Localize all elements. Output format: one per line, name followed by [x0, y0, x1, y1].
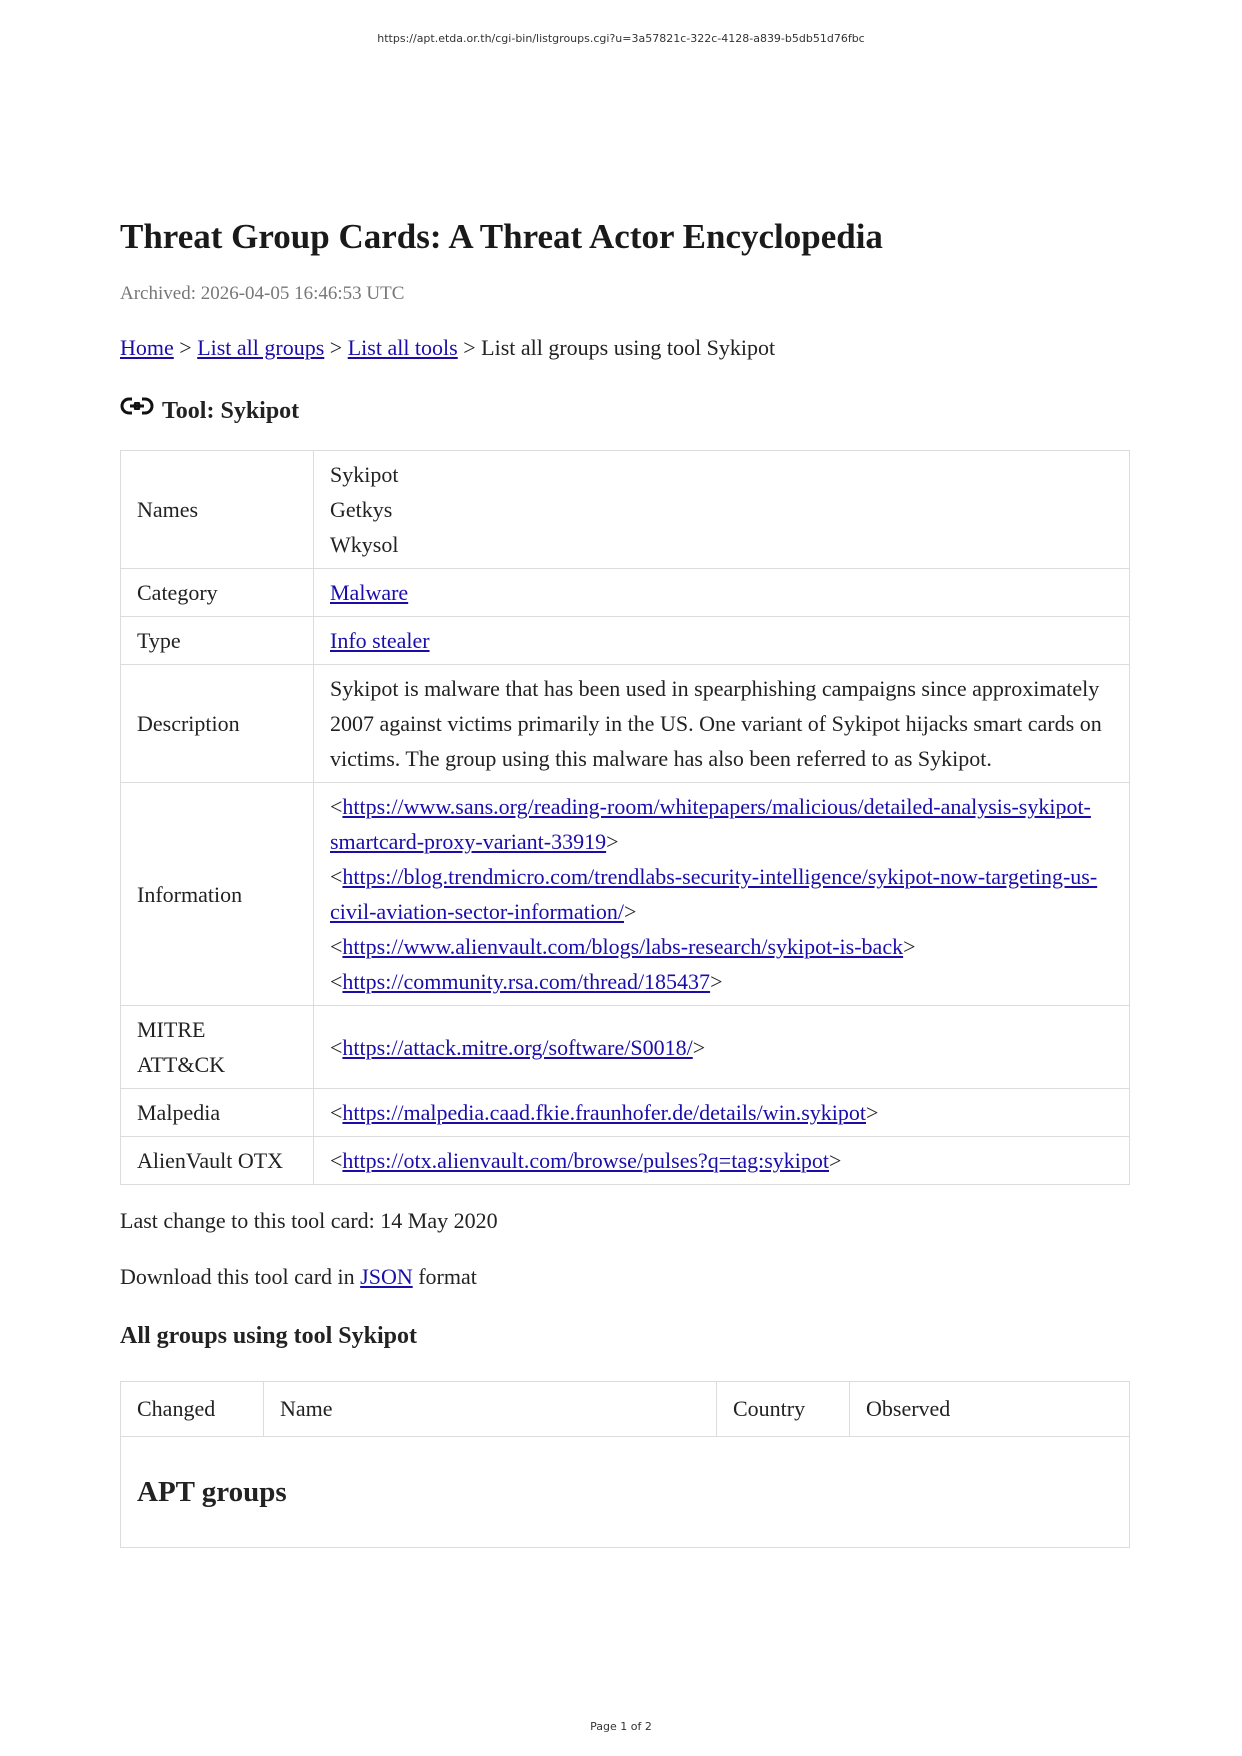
tool-heading-text: Tool: Sykipot	[162, 398, 300, 424]
breadcrumb-separator: >	[463, 335, 476, 360]
info-link-trendmicro-cont[interactable]: civil-aviation-sector-information/	[330, 899, 625, 924]
json-download-link[interactable]: JSON	[360, 1264, 413, 1289]
groups-heading: All groups using tool Sykipot	[120, 1323, 417, 1349]
info-link-trendmicro[interactable]: https://blog.trendmicro.com/trendlabs-security-intelligence/sykipot-now-targeting-us-	[342, 864, 1098, 889]
malpedia-row	[121, 1089, 1130, 1137]
mitre-link[interactable]: https://attack.mitre.org/software/S0018/	[342, 1034, 693, 1060]
download-prefix: Download this tool card in	[120, 1264, 355, 1289]
info-link-rsa[interactable]: https://community.rsa.com/thread/185437	[342, 969, 711, 994]
angle-bracket: <	[330, 969, 343, 994]
page-title: Threat Group Cards: A Threat Actor Encyclopedia	[120, 217, 883, 256]
column-header-changed[interactable]: Changed	[121, 1382, 264, 1437]
breadcrumb-home-link[interactable]: Home	[120, 335, 174, 360]
breadcrumb-separator: >	[179, 335, 192, 360]
names-label: Names	[121, 451, 314, 569]
information-label: Information	[121, 783, 314, 1006]
angle-bracket: <	[330, 864, 343, 889]
groups-table	[120, 1381, 1130, 1548]
otx-link[interactable]: https://otx.alienvault.com/browse/pulses?q=tag:sykipot	[342, 1148, 829, 1173]
angle-bracket: >	[903, 934, 916, 959]
angle-bracket: <	[330, 794, 343, 819]
breadcrumb-tools-link[interactable]: List all tools	[347, 335, 458, 360]
apt-groups-section-title: APT groups	[121, 1437, 1130, 1548]
archived-timestamp: Archived: 2026-04-05 16:46:53 UTC	[120, 283, 405, 304]
otx-label: AlienVault OTX	[121, 1137, 314, 1185]
breadcrumb-groups-link[interactable]: List all groups	[197, 335, 325, 360]
name-item: Sykipot	[330, 462, 399, 487]
groups-header-row	[121, 1382, 1130, 1437]
info-link-alienvault[interactable]: https://www.alienvault.com/blogs/labs-research/sykipot-is-back	[342, 934, 904, 959]
type-label: Type	[121, 617, 314, 665]
angle-bracket: >	[624, 899, 637, 924]
column-header-name[interactable]: Name	[264, 1382, 717, 1437]
link-icon	[120, 396, 154, 416]
description-label: Description	[121, 665, 314, 783]
breadcrumb-separator: >	[329, 335, 343, 360]
information-value	[314, 783, 1130, 1006]
angle-bracket: <	[330, 1100, 343, 1125]
column-header-country[interactable]: Country	[717, 1382, 850, 1437]
page-url-header: https://apt.etda.or.th/cgi-bin/listgroups.cgi?u=3a57821c-322c-4128-a839-b5db51d76fbc	[377, 32, 865, 45]
angle-bracket: <	[330, 1034, 343, 1060]
info-link-sans-cont[interactable]: smartcard-proxy-variant-33919	[330, 829, 607, 854]
malpedia-label: Malpedia	[121, 1089, 314, 1137]
category-link[interactable]: Malware	[330, 580, 409, 605]
angle-bracket: >	[710, 969, 723, 994]
apt-groups-section-row	[121, 1437, 1130, 1548]
otx-row	[121, 1137, 1130, 1185]
download-suffix: format	[418, 1264, 477, 1289]
angle-bracket: >	[866, 1100, 879, 1125]
information-row	[121, 783, 1130, 1006]
tool-heading	[120, 396, 1130, 426]
angle-bracket: >	[829, 1148, 842, 1173]
tool-card-table	[120, 450, 1130, 1185]
info-link-sans[interactable]: https://www.sans.org/reading-room/whitepapers/malicious/detailed-analysis-sykipot-	[342, 794, 1091, 819]
angle-bracket: <	[330, 1148, 343, 1173]
type-link[interactable]: Info stealer	[330, 628, 430, 653]
main-content	[120, 212, 1130, 1548]
description-value: Sykipot is malware that has been used in spearphishing campaigns since approximately 2007 against victims primarily in the US. One variant of Sykipot hijacks smart cards on victims. The group using this malware has also been referred to as Sykipot.	[314, 665, 1130, 783]
description-row	[121, 665, 1130, 783]
download-line	[120, 1263, 1130, 1291]
angle-bracket: >	[606, 829, 619, 854]
malpedia-link[interactable]: https://malpedia.caad.fkie.fraunhofer.de/details/win.sykipot	[342, 1100, 866, 1125]
category-label: Category	[121, 569, 314, 617]
name-item: Wkysol	[330, 532, 399, 557]
last-change-text: Last change to this tool card: 14 May 2020	[120, 1208, 498, 1233]
breadcrumb-current: List all groups using tool Sykipot	[481, 335, 776, 360]
breadcrumb	[120, 334, 1130, 362]
angle-bracket: >	[692, 1034, 706, 1060]
names-row	[121, 451, 1130, 569]
mitre-label: MITRE ATT&CK	[121, 1006, 314, 1089]
names-value	[314, 451, 1130, 569]
category-row	[121, 569, 1130, 617]
type-row	[121, 617, 1130, 665]
name-item: Getkys	[330, 497, 393, 522]
mitre-row	[121, 1006, 1130, 1089]
angle-bracket: <	[330, 934, 343, 959]
page-number-footer: Page 1 of 2	[590, 1720, 652, 1733]
column-header-observed[interactable]: Observed	[850, 1382, 1130, 1437]
